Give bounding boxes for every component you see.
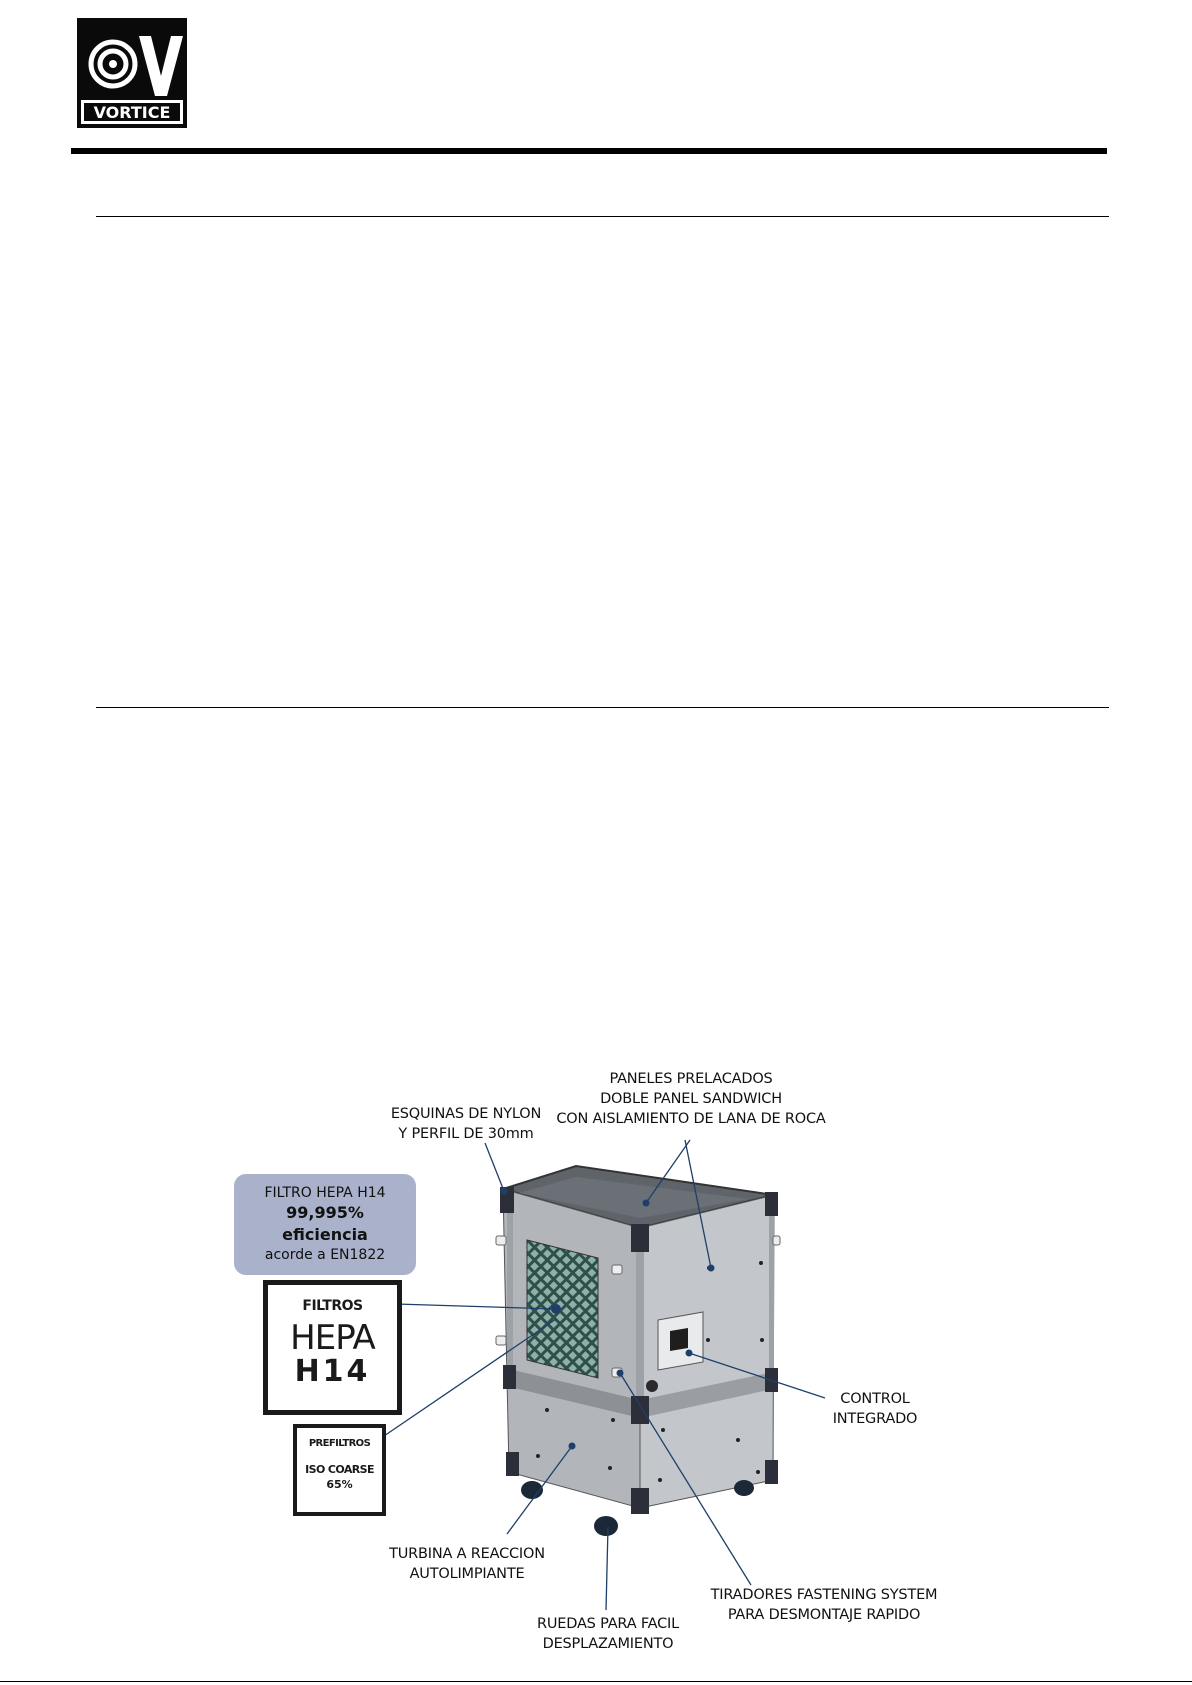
label-esquinas xyxy=(381,1104,551,1144)
callout-line-1: FILTRO HEPA H14 xyxy=(264,1185,386,1201)
callout-line-2: 99,995% xyxy=(286,1203,364,1222)
label-esquinas-line-1: ESQUINAS DE NYLON xyxy=(390,1106,542,1122)
header-rule xyxy=(71,148,1107,154)
label-ruedas xyxy=(528,1614,688,1654)
section-rule-1 xyxy=(96,216,1109,217)
hepa-badge-line-1: FILTROS xyxy=(302,1298,363,1314)
hepa-badge-line-2: HEPA xyxy=(290,1318,375,1358)
label-tiradores-line-2: PARA DESMONTAJE RAPIDO xyxy=(727,1607,921,1623)
hepa-efficiency-callout xyxy=(234,1174,416,1275)
label-paneles-line-3: CON AISLAMIENTO DE LANA DE ROCA xyxy=(556,1111,826,1127)
label-ruedas-line-2: DESPLAZAMIENTO xyxy=(542,1636,674,1652)
vortice-logo xyxy=(77,18,187,128)
hepa-badge-line-3: H14 xyxy=(294,1354,371,1389)
label-tiradores-line-1: TIRADORES FASTENING SYSTEM xyxy=(710,1587,938,1603)
footer-rule xyxy=(0,1681,1192,1682)
label-control-line-2: INTEGRADO xyxy=(832,1411,918,1427)
prefilter-badge xyxy=(293,1424,386,1516)
prefilter-line-3: 65% xyxy=(326,1478,353,1491)
prefilter-line-1: PREFILTROS xyxy=(308,1438,371,1449)
label-esquinas-line-2: Y PERFIL DE 30mm xyxy=(398,1126,534,1142)
label-tiradores xyxy=(706,1585,942,1625)
label-paneles-line-2: DOBLE PANEL SANDWICH xyxy=(600,1091,782,1107)
label-ruedas-line-1: RUEDAS PARA FACIL xyxy=(537,1616,679,1632)
section-rule-2 xyxy=(96,707,1109,708)
logo-text: VORTICE xyxy=(93,103,171,122)
label-paneles xyxy=(554,1069,828,1129)
label-turbina-line-2: AUTOLIMPIANTE xyxy=(409,1566,525,1582)
label-turbina xyxy=(381,1544,553,1584)
label-control xyxy=(815,1389,935,1429)
hepa-filter-badge xyxy=(263,1280,402,1415)
callout-line-3: eficiencia xyxy=(282,1225,368,1244)
label-paneles-line-1: PANELES PRELACADOS xyxy=(609,1071,773,1087)
label-turbina-line-1: TURBINA A REACCION xyxy=(389,1546,545,1562)
label-control-line-1: CONTROL xyxy=(840,1391,910,1407)
prefilter-line-2: ISO COARSE xyxy=(305,1463,374,1476)
callout-line-4: acorde a EN1822 xyxy=(264,1247,386,1263)
